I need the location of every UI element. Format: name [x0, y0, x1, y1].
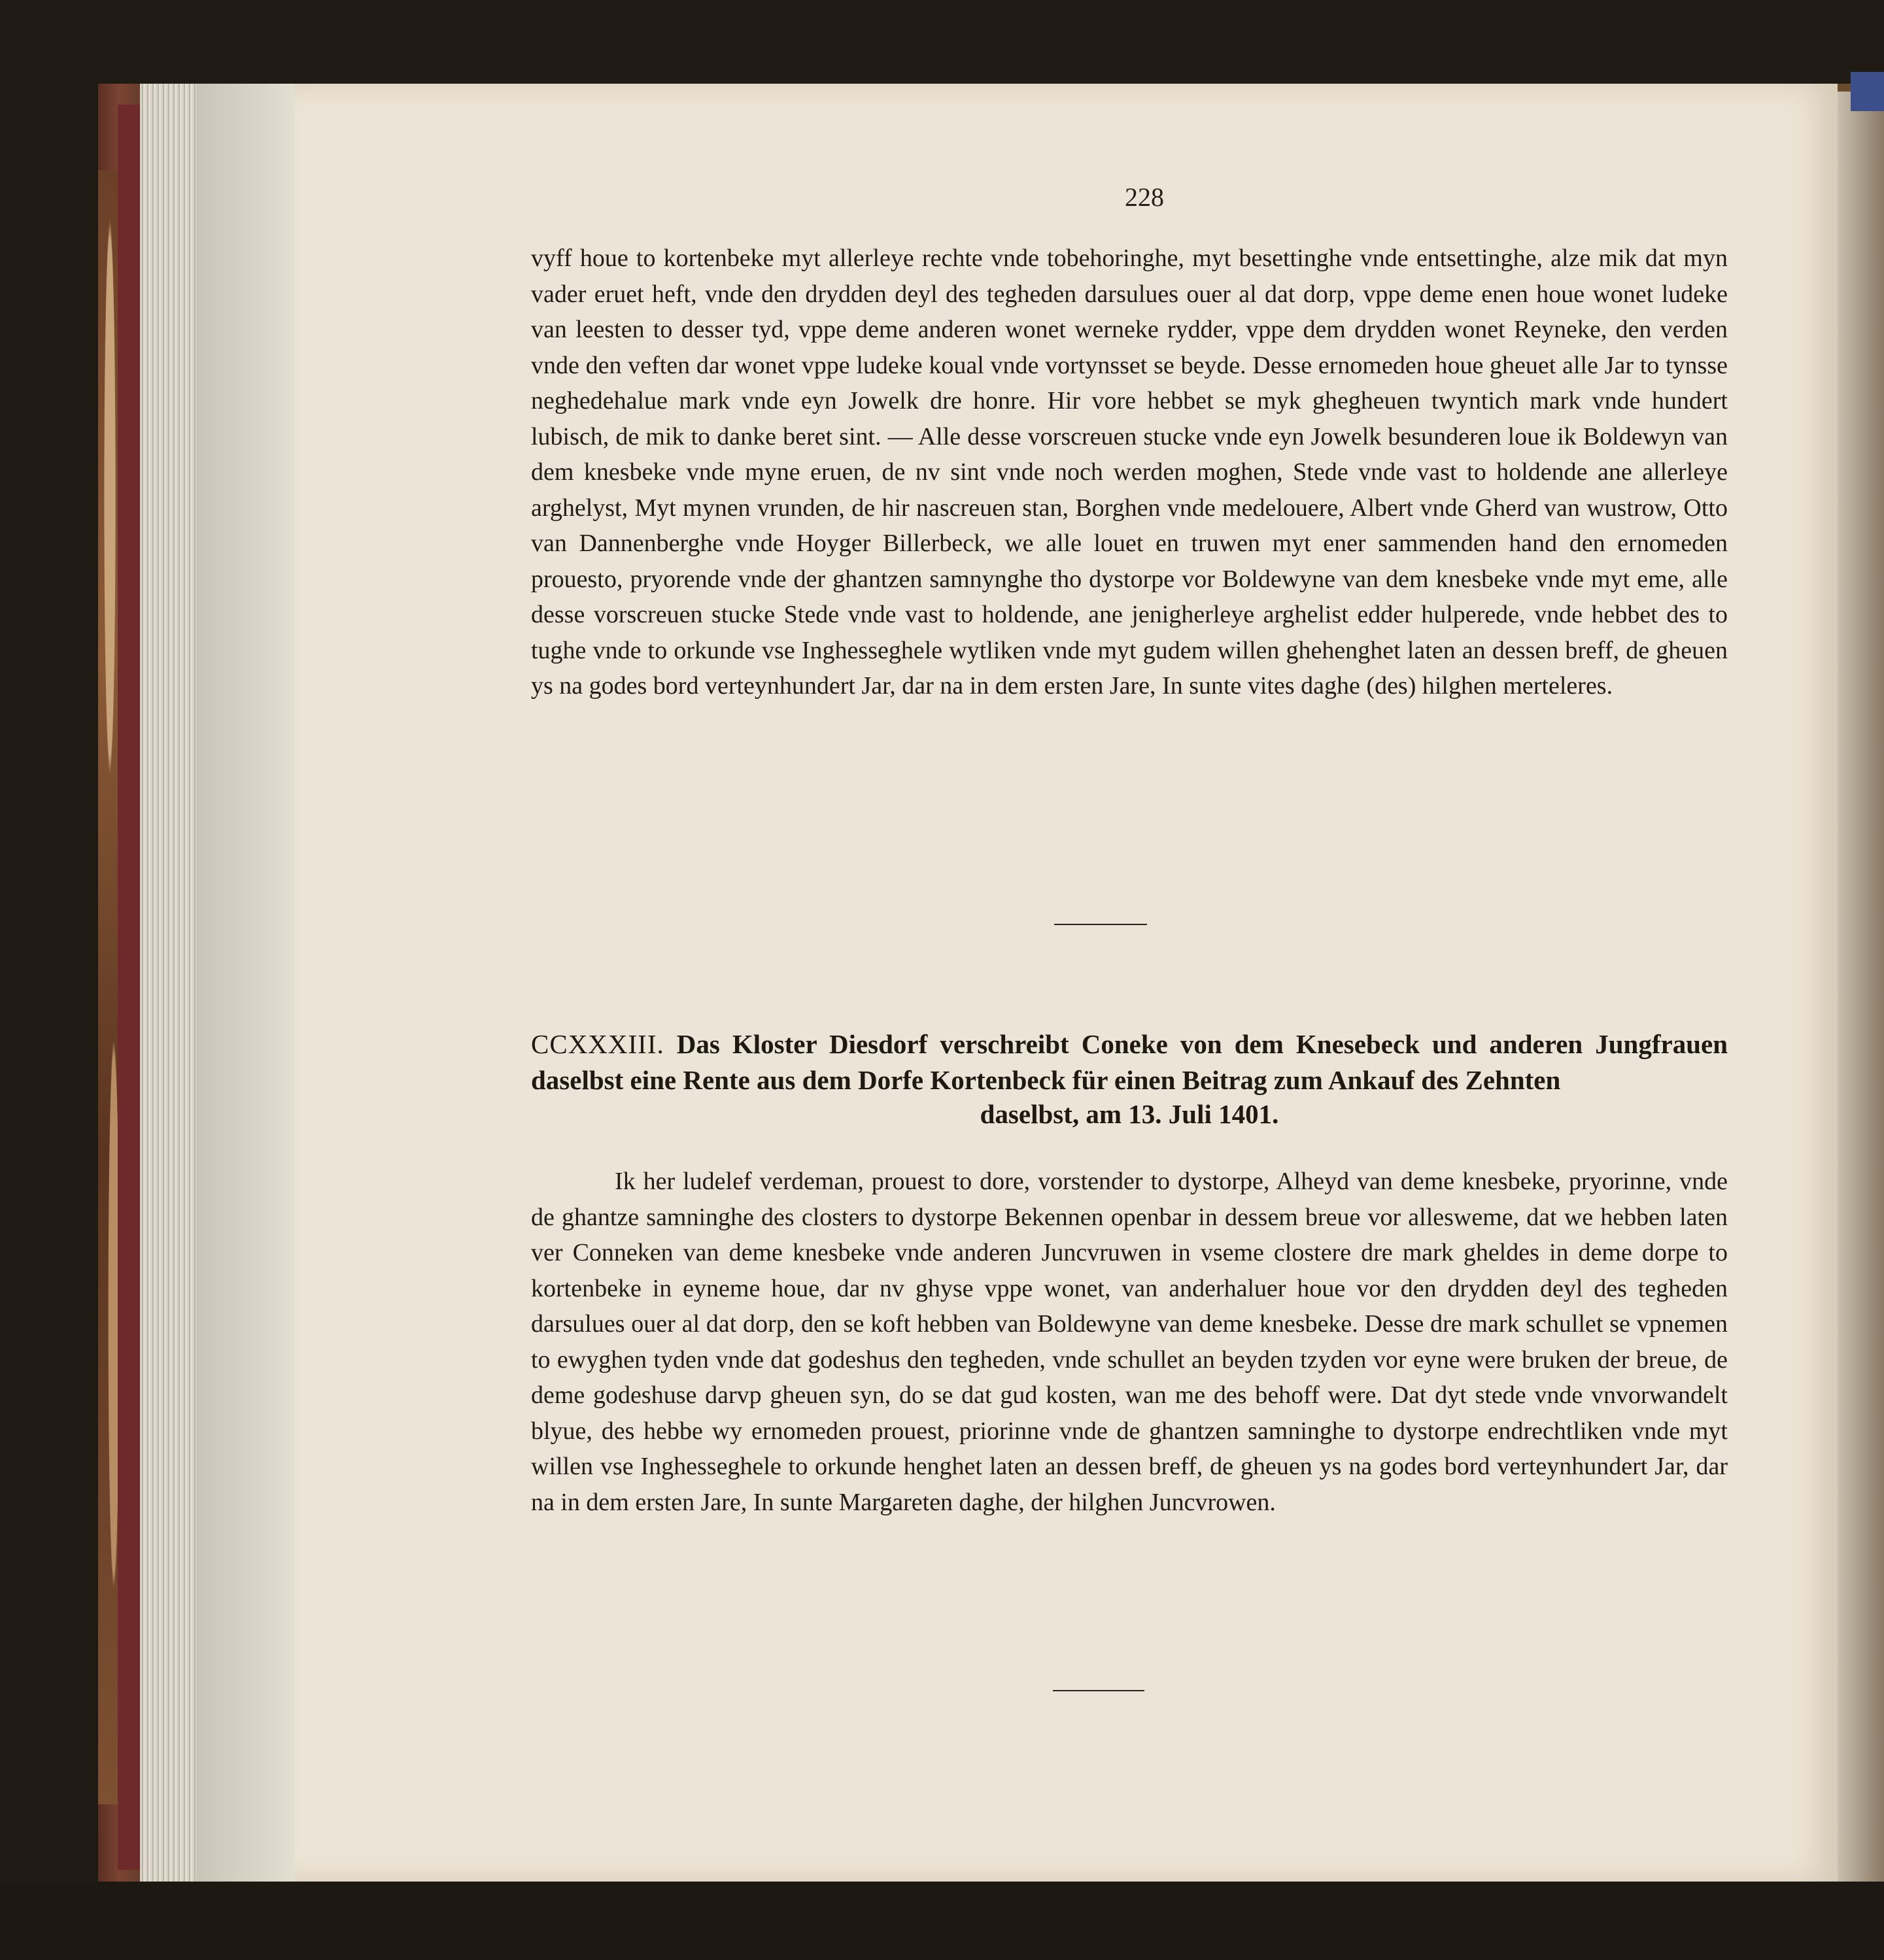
heading-last-line: daselbst, am 13. Juli 1401. — [980, 1099, 1279, 1129]
paragraph-2-text: Ik her ludelef verdeman, prouest to dore, vorstender to dystorpe, Alheyd van deme knesbeke, pryorinne, vnde de ghantze samninghe des closters to dystorpe Bekennen openbar in dessem breue vor allesweme, dat we hebben laten ver Conneken van deme knesbeke vnde anderen Juncvruwen in vseme clostere dre mark gheldes in deme dorpe to kortenbeke in eyneme houe, dar nv ghyse vppe wonet, van anderhaluer houe vor den drydden deyl des tegheden darsulues ouer al dat dorp, den se koft hebben van Boldewyne van deme knesbeke. Desse dre mark schullet se vpnemen to ewyghen tyden vnde dat godeshus den tegheden, vnde schullet an beyden tzyden vor eyne were bruken der breue, de deme godeshuse darvp gheuen syn, do se dat gud kosten, wan me des behoff were. Dat dyt stede vnde vnvorwandelt blyue, des hebbe wy ernomeden prouest, priorinne vnde de ghantzen samninghe to dystorpe endrechtliken vnde myt willen vse Inghesseghele to orkunde henghet laten an dessen breff, de gheuen ys na godes bord verteynhundert Jar, dar na in dem ersten Jare, In sunte Margareten daghe, der hilghen Juncvrowen. — [531, 1168, 1728, 1516]
paragraph-1-text: vyff houe to kortenbeke myt allerleye rechte vnde tobehoringhe, myt besettinghe vnde entsettinghe, alze mik dat myn vader eruet heft, vnde den drydden deyl des tegheden darsulues ouer al dat dorp, vppe deme enen houe wonet ludeke van leesten to desser tyd, vppe deme anderen wonet werneke rydder, vppe dem drydden wonet Reyneke, den verden vnde den veften dar wonet vppe ludeke koual vnde vortynsset se beyde. Desse ernomeden houe gheuet alle Jar to tynsse neghedehalue mark vnde eyn Jowelk dre honre. Hir vore hebbet se myk ghegheuen twyntich mark vnde hundert lubisch, de mik to danke beret sint. — Alle desse vorscreuen stucke vnde eyn Jowelk besunderen loue ik Boldewyn van dem knesbeke vnde myne eruen, de nv sint vnde noch werden moghen, Stede vnde vast to holdende ane allerleye arghelyst, Myt mynen vrunden, de hir nascreuen stan, Borghen vnde medelouere, Albert vnde Gherd van wustrow, Otto van Dannenberghe vnde Hoyger Billerbeck, we alle louet en truwen myt ener sammenden hand den ernomeden prouesto, pryorende vnde der ghantzen samnynghe tho dystorpe vor Boldewyne van dem knesbeke vnde myt eme, alle desse vorscreuen stucke Stede vnde vast to holdende, ane jenigherleye arghelist edder hulperede, vnde hebbet des to tughe vnde to orkunde vse Inghesseghele wytliken vnde myt gudem willen ghehenghet laten an dessen breff, de gheuen ys na godes bord verteynhundert Jar, dar na in dem ersten Jare, In sunte vites daghe (des) hilghen merteleres. — [531, 245, 1728, 700]
binding-edge — [118, 105, 140, 1870]
page-number: 228 — [1125, 182, 1164, 212]
section-separator — [1054, 924, 1147, 925]
page-stack-inner — [196, 84, 294, 1882]
background-bottom — [0, 1882, 1884, 1960]
paragraph-continued — [531, 241, 1728, 704]
heading-text: Das Kloster Diesdorf verschreibt Coneke von dem Knesebeck und anderen Jungfrauen daselbst eine Rente aus dem Dorfe Kortenbeck für einen Beitrag zum Ankauf des Zehnten — [531, 1029, 1728, 1095]
end-separator — [1053, 1690, 1144, 1691]
charter-paragraph — [531, 1164, 1728, 1520]
facing-page-edge — [1838, 92, 1884, 1882]
document-heading — [531, 1026, 1728, 1098]
cover-corner — [1851, 72, 1884, 111]
heading-number: CCXXXIII. — [531, 1029, 664, 1059]
